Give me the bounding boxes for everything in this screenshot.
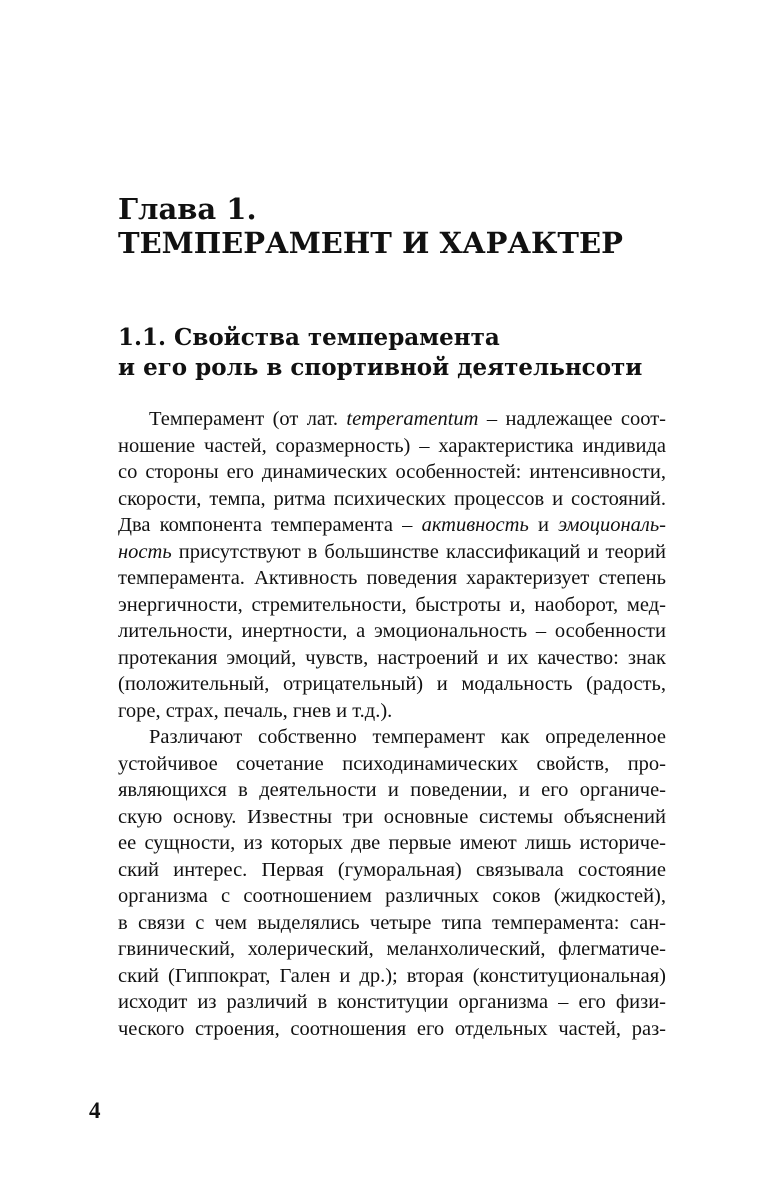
- text-segment: и: [528, 514, 559, 536]
- text-line: [118, 1016, 666, 1043]
- text-line: [118, 459, 666, 486]
- text-line: [118, 539, 666, 566]
- text-segment: Различают собственно темперамент как определенное: [149, 726, 666, 748]
- italic-term: активность: [421, 514, 529, 536]
- text-line: [118, 406, 666, 433]
- text-segment: ческого строения, соотношения его отдельных частей, раз-: [118, 1017, 666, 1040]
- text-segment: устойчивое сочетание психодинамических свойств, про-: [118, 752, 666, 775]
- text-segment: (положительный, отрицательный) и модальность (радость,: [118, 673, 666, 695]
- text-segment: скую основу. Известны три основные системы объяснений: [118, 805, 666, 828]
- text-line: [118, 645, 666, 672]
- text-line: [118, 486, 666, 513]
- text-segment: Два компонента темперамента –: [118, 514, 422, 536]
- text-line: [118, 963, 666, 990]
- text-line: [118, 698, 666, 725]
- text-segment: присутствуют в большинстве классификаций и теорий: [171, 540, 666, 563]
- italic-term: эмоциональ-: [558, 514, 666, 536]
- section-heading-line-1: 1.1. Свойства темперамента: [118, 324, 500, 351]
- text-line: [118, 618, 666, 645]
- text-line: [118, 777, 666, 804]
- section-heading: [118, 323, 678, 383]
- text-line: [118, 910, 666, 937]
- paragraph-2: [118, 724, 666, 1042]
- text-line: [118, 565, 666, 592]
- text-segment: Темперамент (от лат.: [149, 408, 347, 430]
- page-number: 4: [89, 1098, 101, 1123]
- text-segment: в связи с чем выделялись четыре типа темперамента: сан-: [118, 911, 666, 934]
- section-heading-line-2: и его роль в спортивной деятельнсоти: [118, 354, 643, 381]
- text-line: [118, 936, 666, 963]
- text-segment: горе, страх, печаль, гнев и т.д.).: [118, 699, 393, 722]
- text-segment: со стороны его динамических особенностей: интенсивности,: [118, 461, 666, 483]
- text-segment: ношение частей, соразмерность) – характеристика индивида: [118, 434, 666, 457]
- text-segment: ский интерес. Первая (гуморальная) связывала состояние: [118, 858, 666, 881]
- text-line: [118, 512, 666, 539]
- text-line: [118, 804, 666, 831]
- paragraph-1: [118, 406, 666, 724]
- text-segment: исходит из различий в конституции организма – его физи-: [118, 991, 666, 1013]
- text-line: [118, 671, 666, 698]
- italic-term: temperamentum: [346, 408, 479, 430]
- chapter-heading: [118, 192, 678, 260]
- text-line: [118, 724, 666, 751]
- text-segment: организма с соотношением различных соков (жидкостей),: [118, 885, 666, 907]
- text-line: [118, 989, 666, 1016]
- text-segment: скорости, темпа, ритма психических процессов и состояний.: [118, 487, 666, 510]
- italic-term: ность: [118, 540, 172, 563]
- text-segment: ее сущности, из которых две первые имеют лишь историче-: [118, 832, 666, 854]
- text-line: [118, 751, 666, 778]
- text-line: [118, 592, 666, 619]
- chapter-title: ТЕМПЕРАМЕНТ И ХАРАКТЕР: [118, 226, 623, 260]
- text-line: [118, 883, 666, 910]
- text-line: [118, 433, 666, 460]
- text-segment: – надлежащее соот-: [478, 408, 666, 430]
- text-segment: темперамента. Активность поведения характеризует степень: [118, 567, 666, 589]
- text-segment: лительности, инертности, а эмоциональность – особенности: [118, 620, 666, 642]
- text-segment: протекания эмоций, чувств, настроений и их качество: знак: [118, 646, 666, 669]
- text-segment: гвинический, холерический, меланхолический, флегматиче-: [118, 938, 666, 960]
- text-segment: энергичности, стремительности, быстроты и, наоборот, мед-: [118, 593, 666, 616]
- text-line: [118, 857, 666, 884]
- text-segment: ский (Гиппократ, Гален и др.); вторая (конституциональная): [118, 964, 666, 987]
- text-segment: являющихся в деятельности и поведении, и его органиче-: [118, 779, 666, 801]
- text-line: [118, 830, 666, 857]
- body-text: [118, 406, 666, 1042]
- chapter-label: Глава 1.: [118, 192, 257, 226]
